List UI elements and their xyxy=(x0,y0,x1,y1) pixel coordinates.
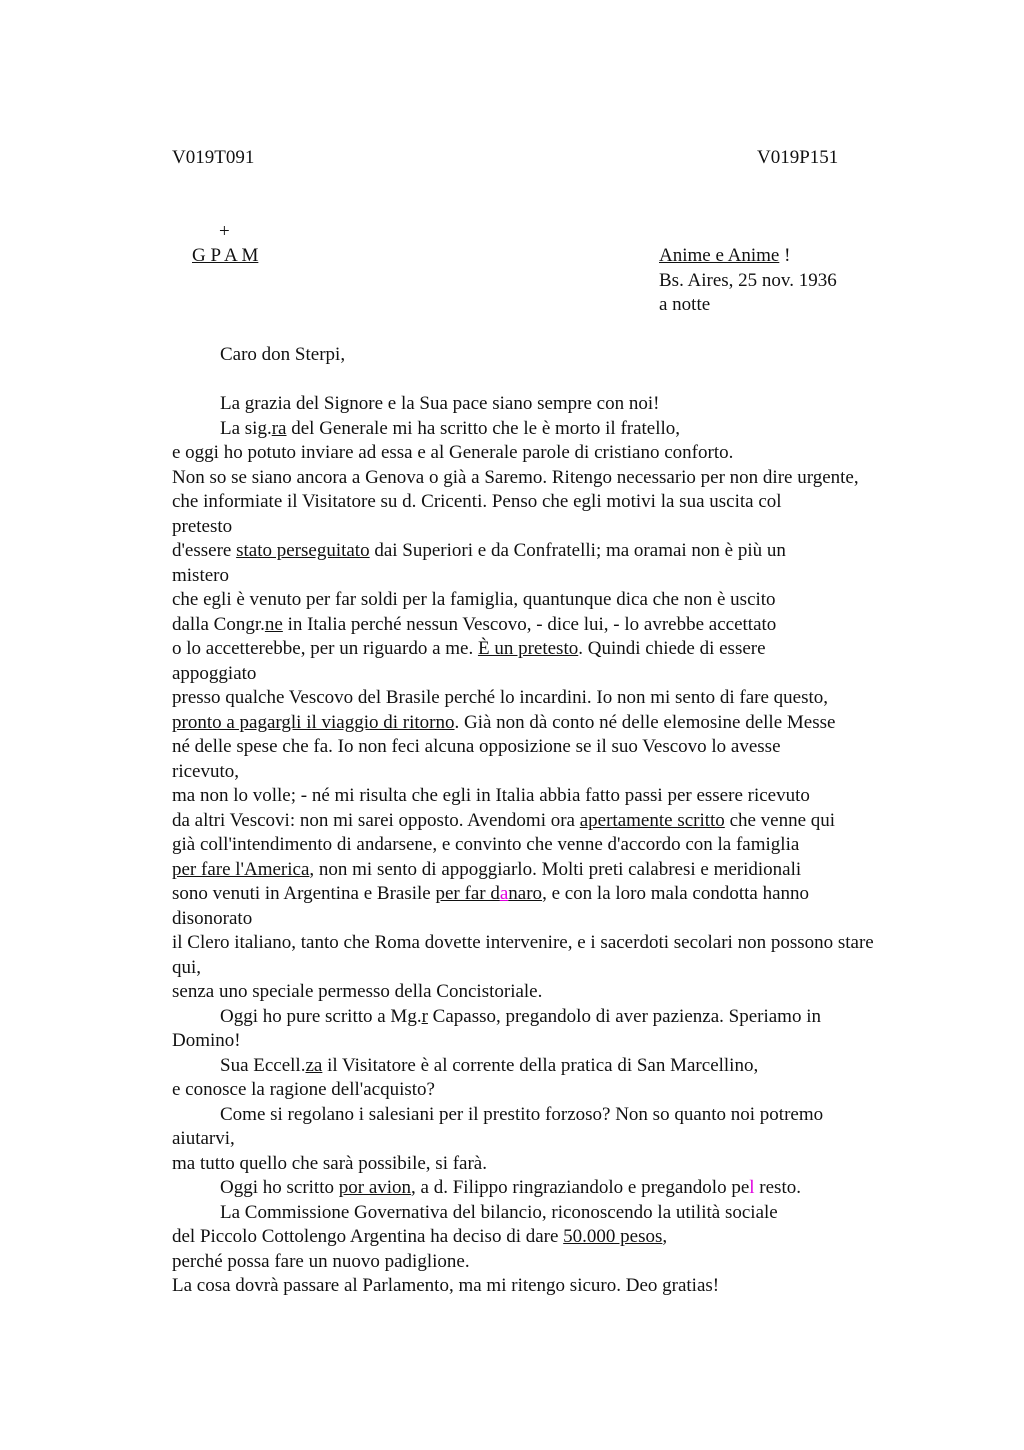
letter-line: pronto a pagargli il viaggio di ritorno. Già non dà conto né delle elemosine delle Messe xyxy=(172,711,836,733)
letter-line: che informiate il Visitatore su d. Cricenti. Penso che egli motivi la sua uscita col xyxy=(172,491,782,512)
letter-line: del Piccolo Cottolengo Argentina ha deciso di dare 50.000 pesos, xyxy=(172,1226,668,1247)
motto-line xyxy=(659,244,837,269)
letter-line: perché possa fare un nuovo padiglione. xyxy=(172,1250,470,1272)
letter-line: e conosce la ragione dell'acquisto? xyxy=(172,1079,435,1100)
letter-line: da altri Vescovi: non mi sarei opposto. Avendomi ora apertamente scritto che venne qui xyxy=(172,809,836,831)
header-right-block xyxy=(659,244,837,318)
salutation: Caro don Sterpi, xyxy=(220,344,346,365)
letter-line: Non so se siano ancora a Genova o già a Saremo. Ritengo necessario per non dire urgente, xyxy=(172,466,859,488)
letter-line: sono venuti in Argentina e Brasile per far danaro, e con la loro mala condotta hanno xyxy=(172,883,810,904)
letter-line: La cosa dovrà passare al Parlamento, ma mi ritengo sicuro. Deo gratias! xyxy=(172,1275,720,1296)
letter-line: ma tutto quello che sarà possibile, si farà. xyxy=(172,1152,487,1174)
motto: Anime e Anime xyxy=(659,245,780,266)
letter-line: per fare l'America, non mi sento di appoggiarlo. Molti preti calabresi e meridionali xyxy=(172,858,802,880)
letter-line: Domino! xyxy=(172,1030,241,1051)
letter-line: La sig.ra del Generale mi ha scritto che le è morto il fratello, xyxy=(220,417,681,439)
letter-line: il Clero italiano, tanto che Roma dovette intervenire, e i sacerdoti secolari non possono stare xyxy=(172,932,874,953)
letter-line: d'essere stato perseguitato dai Superiori e da Confratelli; ma oramai non è più un xyxy=(172,540,786,561)
letter-line: che egli è venuto per far soldi per la famiglia, quantunque dica che non è uscito xyxy=(172,589,776,610)
motto-suffix: ! xyxy=(779,245,791,266)
place-date: Bs. Aires, 25 nov. 1936 xyxy=(659,269,837,291)
letter-line: appoggiato xyxy=(172,662,257,684)
time-of-day: a notte xyxy=(659,294,711,315)
letter-line: né delle spese che fa. Io non feci alcuna opposizione se il suo Vescovo lo avesse xyxy=(172,736,781,757)
letter-line: Oggi ho scritto por avion, a d. Filippo ringraziandolo e pregandolo pel resto. xyxy=(220,1177,801,1198)
letter-line: dalla Congr.ne in Italia perché nessun Vescovo, - dice lui, - lo avrebbe accettato xyxy=(172,613,777,635)
document-code-right: V019P151 xyxy=(757,147,839,168)
letter-line: e oggi ho potuto inviare ad essa e al Generale parole di cristiano conforto. xyxy=(172,442,734,463)
letter-line: mistero xyxy=(172,564,229,586)
letter-line: senza uno speciale permesso della Concistoriale. xyxy=(172,981,543,1002)
letter-line: Come si regolano i salesiani per il prestito forzoso? Non so quanto noi potremo xyxy=(220,1103,824,1125)
letter-line: La Commissione Governativa del bilancio, riconoscendo la utilità sociale xyxy=(220,1201,778,1223)
letter-line: Sua Eccell.za il Visitatore è al corrente della pratica di San Marcellino, xyxy=(220,1054,759,1076)
cross-symbol: + xyxy=(219,221,230,242)
letter-line: presso qualche Vescovo del Brasile perché lo incardini. Io non mi sento di fare questo, xyxy=(172,687,829,708)
paragraph-gap xyxy=(172,368,932,393)
letter-line: già coll'intendimento di andarsene, e convinto che venne d'accordo con la famiglia xyxy=(172,834,800,855)
letter-line: pretesto xyxy=(172,515,233,537)
letter-line: aiutarvi, xyxy=(172,1128,235,1149)
document-code-left: V019T091 xyxy=(172,147,255,168)
letter-line: qui, xyxy=(172,956,202,978)
letter-line: La grazia del Signore e la Sua pace siano sempre con noi! xyxy=(220,393,660,414)
letter-line: disonorato xyxy=(172,907,253,929)
letter-line: Oggi ho pure scritto a Mg.r Capasso, pregandolo di aver pazienza. Speriamo in xyxy=(220,1005,821,1027)
letter-line: ma non lo volle; - né mi risulta che egli in Italia abbia fatto passi per essere ricevuto xyxy=(172,785,810,806)
letter-line: o lo accetterebbe, per un riguardo a me. È un pretesto. Quindi chiede di essere xyxy=(172,638,766,659)
letter-body xyxy=(172,343,932,1299)
letter-line: ricevuto, xyxy=(172,760,240,782)
gpam-monogram: G P A M xyxy=(192,245,259,266)
